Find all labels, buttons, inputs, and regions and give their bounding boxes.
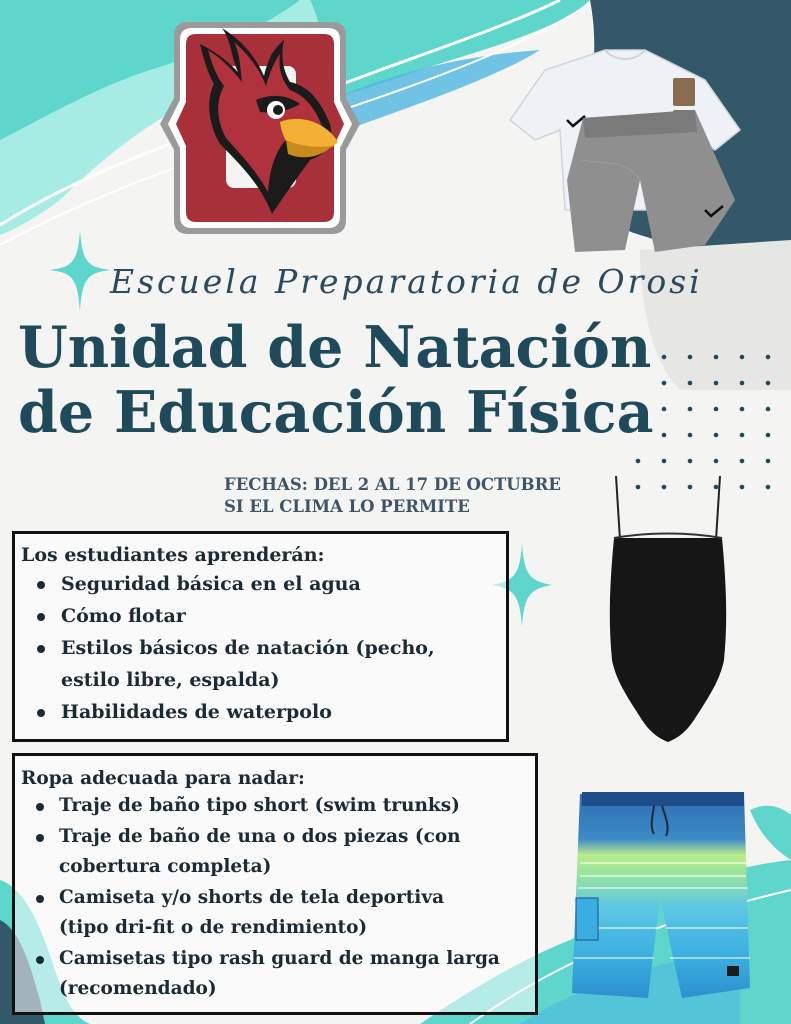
list-item: Traje de baño tipo short (swim trunks) <box>59 791 535 822</box>
school-name: Escuela Preparatoria de Orosi <box>110 262 703 301</box>
title-line-1: Unidad de Natación <box>18 314 652 381</box>
learning-objectives-box <box>12 531 509 742</box>
clothing-list <box>15 791 535 1005</box>
list-item: Habilidades de waterpolo <box>61 696 506 728</box>
list-item: Cómo flotar <box>61 600 506 632</box>
sparkle-icon <box>48 230 112 312</box>
wave-right-edge <box>750 806 791 860</box>
dates-info <box>224 474 561 518</box>
tshirt-shorts-image <box>505 40 750 260</box>
list-item: Estilos básicos de natación (pecho, estilo libre, espalda) <box>61 632 481 696</box>
list-item: Seguridad básica en el agua <box>61 568 506 600</box>
page-title <box>18 315 758 445</box>
swim-clothing-box <box>12 753 538 1015</box>
swimsuit-image <box>598 470 738 745</box>
learning-list <box>15 568 506 728</box>
title-line-2: de Educación Física <box>18 379 654 446</box>
board-shorts-image <box>562 788 752 1003</box>
cardinal-logo-icon <box>160 14 360 242</box>
clothing-heading: Ropa adecuada para nadar: <box>21 768 305 789</box>
dates-line-2: SI EL CLIMA LO PERMITE <box>224 497 470 516</box>
dates-line-1: FECHAS: DEL 2 AL 17 DE OCTUBRE <box>224 475 561 494</box>
list-item: Camisetas tipo rash guard de manga larga (recomendado) <box>59 944 519 1005</box>
list-item: Camiseta y/o shorts de tela deportiva (tipo dri-fit o de rendimiento) <box>59 883 479 944</box>
list-item: Traje de baño de una o dos piezas (con cobertura completa) <box>59 822 479 883</box>
learning-heading: Los estudiantes aprenderán: <box>21 544 325 566</box>
